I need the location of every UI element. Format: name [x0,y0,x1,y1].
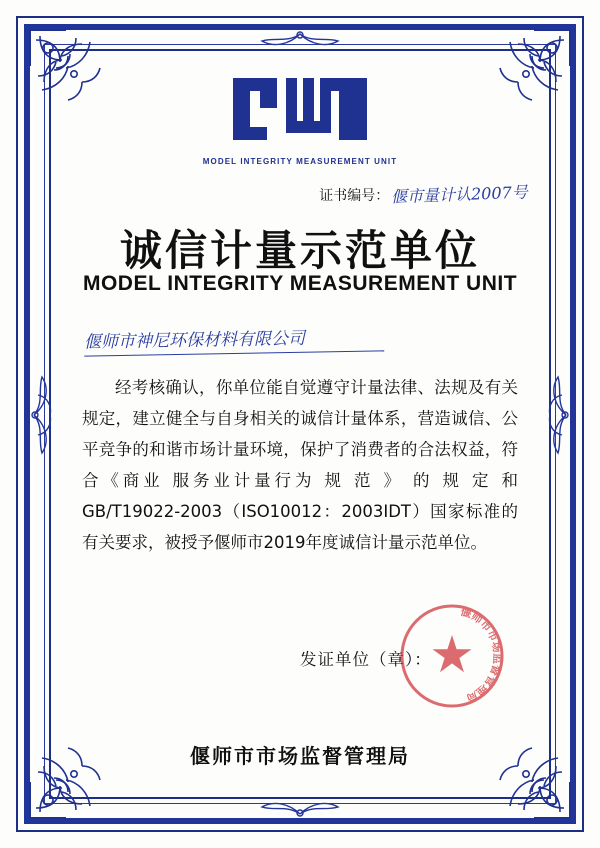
logo-subtitle: MODEL INTEGRITY MEASUREMENT UNIT [202,157,398,166]
issuing-organization: 偃师市市场监督管理局 [190,744,410,768]
body-paragraph: 经考核确认，你单位能自觉遵守计量法律、法规及有关规定，建立健全与自身相关的诚信计量体系，营造诚信、公平竞争的和谐市场计量环境，保护了消费者的合法权益，符合《商业 服务业计量行为 规 范 》 的 规 定 和 GB/T19022-2003（ISO10012：2003IDT）国家标准的有关要求，被授予偃师市2019年度诚信计量示范单位。 [82,378,518,552]
serial-number-row [319,182,528,205]
certificate-title-cn: 诚信计量示范单位 [119,226,480,275]
serial-number-value: 偃市量计认2007号 [391,182,529,207]
side-ornament-icon [28,355,54,475]
side-ornament-icon [546,355,572,475]
recipient-name: 偃师市神尼环保材料有限公司 [84,322,384,356]
certificate-body [82,372,518,558]
side-ornament-icon [240,28,360,52]
red-official-seal-icon [398,602,506,710]
certificate-title-en: MODEL INTEGRITY MEASUREMENT UNIT [82,272,518,295]
serial-number-label: 证书编号： [319,188,390,204]
issuer-label: 发证单位（章）： [300,650,432,669]
logo-block [0,72,600,166]
mim-monogram-logo-icon [227,72,373,146]
svg-text:偃师市市场监督管理局: 偃师市市场监督管理局 [458,604,505,706]
side-ornament-icon [240,796,360,820]
